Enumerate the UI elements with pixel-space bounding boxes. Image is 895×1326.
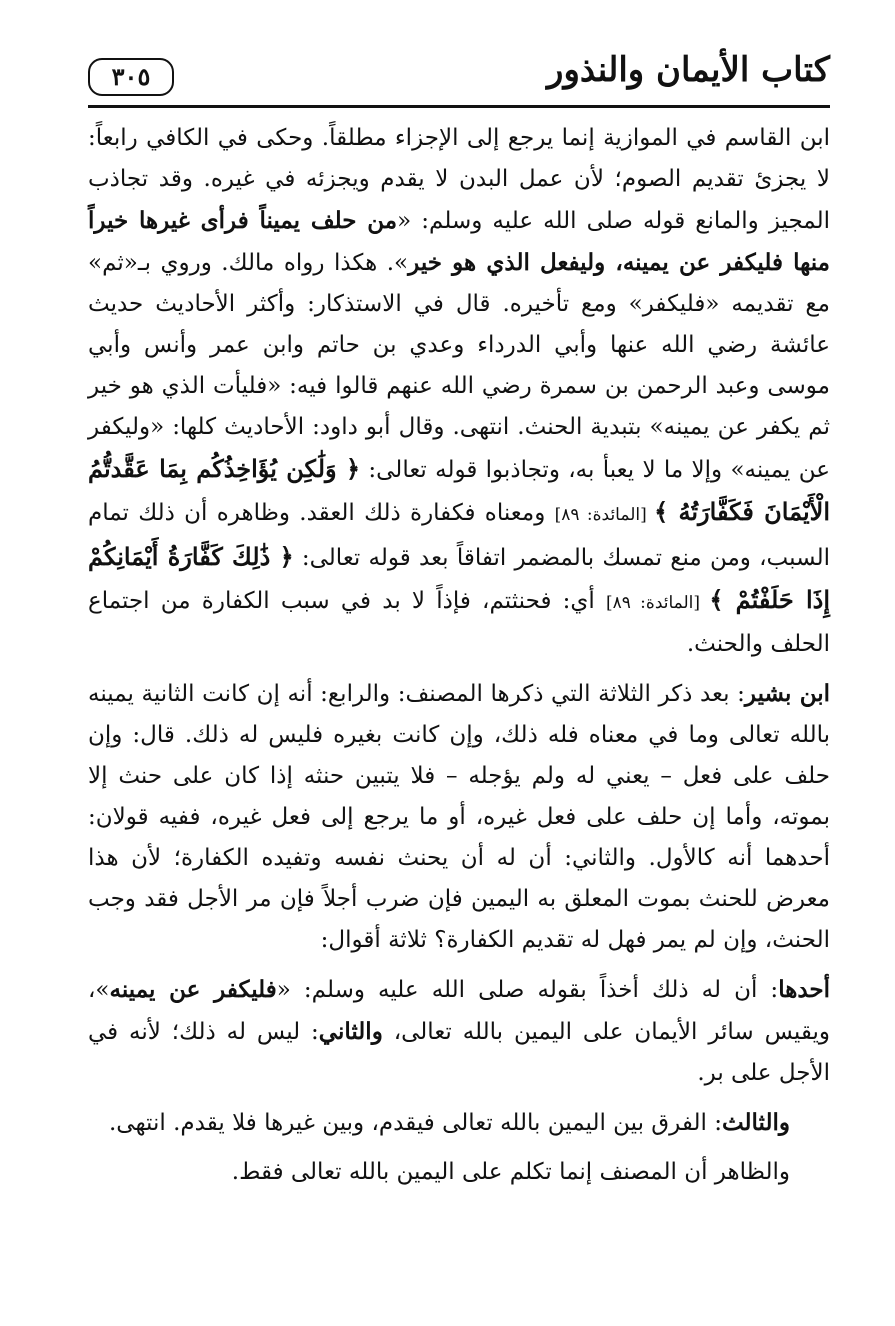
- bold-text: من حلف يميناً فرأى غيرها خيراً منها فليكفر عن يمينه، وليفعل الذي هو خير: [88, 207, 830, 276]
- paragraph: [88, 1102, 830, 1144]
- body-text: : ليس له ذلك؛ لأنه في الأجل على بر.: [88, 1019, 830, 1086]
- page-number-badge: [88, 58, 174, 96]
- paragraph: [88, 673, 830, 961]
- book-title: كتاب الأيمان والنذور: [547, 50, 830, 90]
- body-text: ومعناه فكفارة ذلك العقد. وظاهره أن ذلك تمام السبب، ومن منع تمسك بالمضمر اتفاقاً بعد قوله تعالى:: [88, 500, 830, 571]
- body-text: ابن القاسم في الموازية إنما يرجع إلى الإجزاء مطلقاً. وحكى في الكافي رابعاً: لا يجزئ تقديم الصوم؛ لأن عمل البدن لا يقدم ويجزئه في غيره. وقد تجاذب المجيز والمانع قوله صلى الله عليه وسلم: «: [88, 125, 830, 234]
- bold-text: ابن بشير: [744, 680, 831, 707]
- body-text: : أن له ذلك أخذاً بقوله صلى الله عليه وسلم: «: [276, 977, 779, 1003]
- paragraph: [88, 118, 830, 665]
- quran-verse: ﴿ وَلَٰكِن يُؤَاخِذُكُم بِمَا عَقَّدتُّمُ الْأَيْمَانَ فَكَفَّارَتُهُ ﴾: [88, 454, 830, 526]
- page-number: ٣٠٥: [111, 62, 151, 91]
- bold-text: والثاني: [318, 1018, 383, 1045]
- verse-reference: [المائدة: ٨٩]: [605, 593, 710, 613]
- bold-text: والثالث: [721, 1109, 790, 1136]
- body-text: »، ويقيس سائر الأيمان على اليمين بالله تعالى،: [88, 977, 830, 1045]
- body-text: ». هكذا رواه مالك. وروي بـ«ثم» مع تقديمه «فليكفر» ومع تأخيره. قال في الاستذكار: وأكثر الأحاديث حديث عائشة رضي الله عنها وأبي الدرداء وعدي بن حاتم وابن عمر وأنس وأبي موسى وعبد الرحمن بن سمرة رضي الله عنهم قالوا فيه: «فليأت الذي هو خير ثم يكفر عن يمينه» بتبدية الحنث. انتهى. وقال أبو داود: الأحاديث كلها: «وليكفر عن يمينه» وإلا ما لا يعبأ به، وتجاذبوا قوله تعالى:: [88, 250, 830, 483]
- verse-reference: [المائدة: ٨٩]: [554, 505, 655, 525]
- header-rule: [88, 105, 830, 108]
- body-text: أي: فحنثتم، فإذاً لا بد في سبب الكفارة من اجتماع الحلف والحنث.: [88, 588, 830, 657]
- page-body: [88, 118, 830, 1228]
- body-text: : بعد ذكر الثلاثة التي ذكرها المصنف: والرابع: أنه إن كانت الثانية يمينه بالله تعالى وما في معناه فله ذلك، وإن كانت بغيره فليس له ذلك. قال: وإن حلف على فعل – يعني له ولم يؤجله – فلا يتبين حنثه إذا كان على حنث إلا بموته، وأما إن حلف على فعل غيره، أو ما يرجع إلى فعل غيره، ففيه قولان: أحدهما أنه كالأول. والثاني: أن له أن يحنث نفسه وتفيده الكفارة؛ لأن هذا معرض للحنث بموت المعلق به اليمين فإن ضرب أجلاً فإن مر الأجل فقد وجب الحنث، وإن لم يمر فهل له تقديم الكفارة؟ ثلاثة أقوال:: [88, 681, 830, 953]
- body-text: والظاهر أن المصنف إنما تكلم على اليمين بالله تعالى فقط.: [231, 1159, 790, 1185]
- page-header: [88, 52, 830, 108]
- paragraph: [88, 1152, 830, 1193]
- quran-verse: ﴿ ذَٰلِكَ كَفَّارَةُ أَيْمَانِكُمْ إِذَا حَلَفْتُمْ ﴾: [88, 542, 831, 614]
- bold-text: فليكفر عن يمينه: [109, 976, 277, 1003]
- paragraph: [88, 969, 830, 1094]
- bold-text: أحدها: [778, 976, 831, 1003]
- body-text: : الفرق بين اليمين بالله تعالى فيقدم، وبين غيرها فلا يقدم. انتهى.: [108, 1110, 722, 1136]
